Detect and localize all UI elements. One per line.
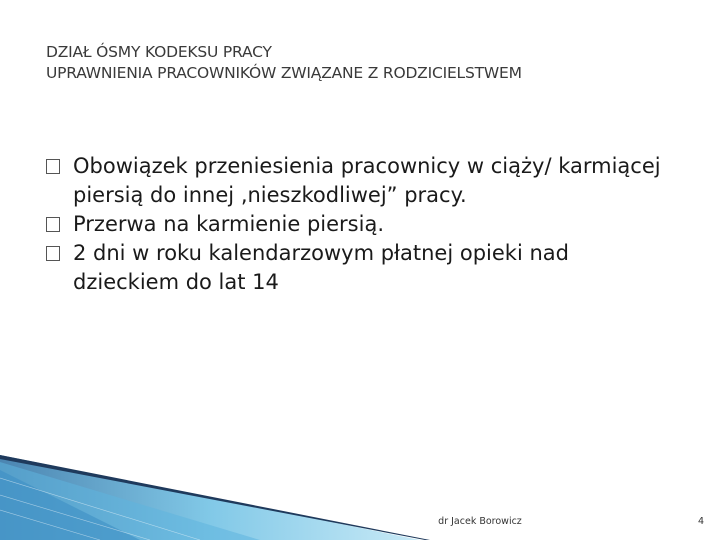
checkbox-bullet-icon: [46, 246, 60, 261]
title-line-2: UPRAWNIENIA PRACOWNIKÓW ZWIĄZANE Z RODZICIELSTWEM: [46, 64, 522, 82]
bullet-text: Obowiązek przeniesienia pracownicy w ciąży/ karmiącej piersią do innej ‚nieszkodliwej” pracy.: [73, 154, 661, 207]
bullet-text: Przerwa na karmienie piersią.: [73, 212, 384, 236]
bullet-item: [46, 152, 666, 210]
title-line-1: DZIAŁ ÓSMY KODEKSU PRACY: [46, 43, 272, 61]
checkbox-bullet-icon: [46, 159, 60, 174]
bullet-list: [46, 152, 666, 297]
bullet-item: [46, 239, 666, 297]
page-number: 4: [697, 516, 704, 527]
checkbox-bullet-icon: [46, 217, 60, 232]
bullet-text: 2 dni w roku kalendarzowym płatnej opieki nad dzieckiem do lat 14: [73, 241, 569, 294]
bullet-item: [46, 210, 666, 239]
footer-author: dr Jacek Borowicz: [438, 516, 522, 527]
slide-title: [46, 42, 686, 84]
